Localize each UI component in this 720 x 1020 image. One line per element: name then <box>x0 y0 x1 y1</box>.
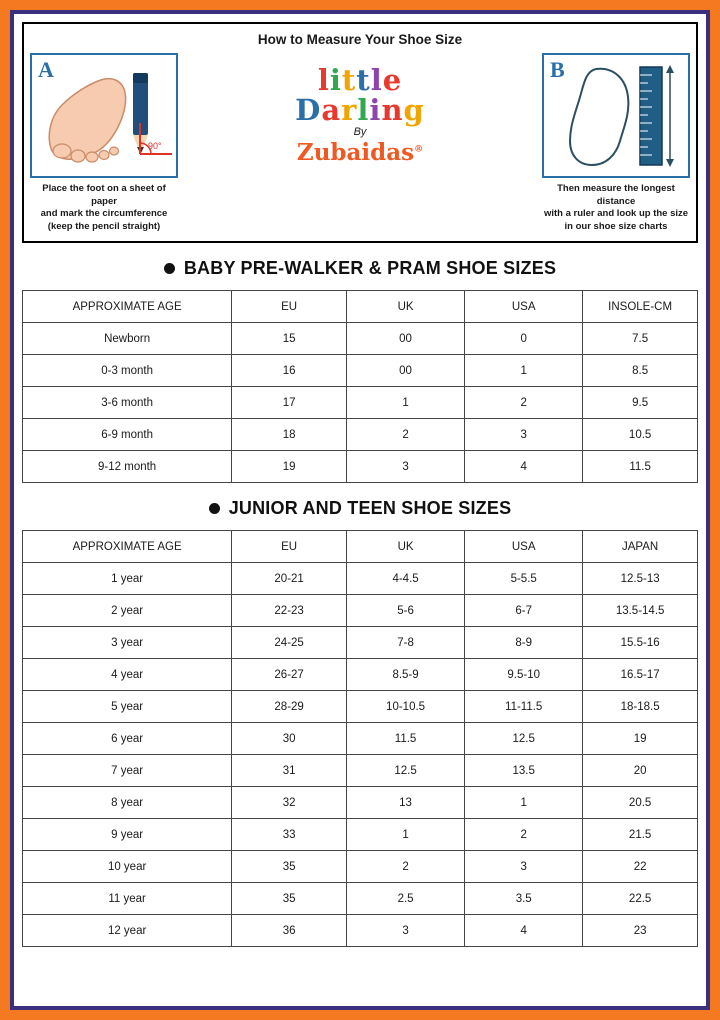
cell-age: 1 year <box>23 563 232 595</box>
cell-eu: 30 <box>232 723 347 755</box>
cell-eu: 15 <box>232 323 347 355</box>
cell-eu: 17 <box>232 387 347 419</box>
table-row <box>23 563 698 595</box>
bullet-dot-icon <box>209 503 220 514</box>
cell-eu: 22-23 <box>232 595 347 627</box>
cell-japan: 22 <box>583 851 698 883</box>
cell-eu: 33 <box>232 819 347 851</box>
column-header-eu: EU <box>232 531 347 563</box>
cell-age: 8 year <box>23 787 232 819</box>
foot-outline-with-ruler-illustration <box>544 55 688 176</box>
cell-eu: 18 <box>232 419 347 451</box>
table-header-row <box>23 291 698 323</box>
logo-word-little: little <box>317 63 403 97</box>
column-header-age: APPROXIMATE AGE <box>23 531 232 563</box>
cell-insole: 7.5 <box>583 323 698 355</box>
table-row <box>23 355 698 387</box>
cell-eu: 35 <box>232 883 347 915</box>
junior-size-table <box>22 530 698 947</box>
cell-uk: 10-10.5 <box>347 691 465 723</box>
cell-age: 4 year <box>23 659 232 691</box>
cell-uk: 1 <box>347 819 465 851</box>
cell-uk: 2.5 <box>347 883 465 915</box>
cell-age: 11 year <box>23 883 232 915</box>
table-row <box>23 451 698 483</box>
cell-usa: 3 <box>465 419 583 451</box>
cell-usa: 9.5-10 <box>465 659 583 691</box>
panel-b-caption-line2: with a ruler and look up the size <box>543 208 689 220</box>
cell-usa: 1 <box>465 355 583 387</box>
cell-age: 5 year <box>23 691 232 723</box>
table-row <box>23 387 698 419</box>
panel-b-caption-line1: Then measure the longest distance <box>557 183 675 207</box>
logo-brand-name <box>184 139 536 166</box>
column-header-age: APPROXIMATE AGE <box>23 291 232 323</box>
cell-usa: 6-7 <box>465 595 583 627</box>
cell-eu: 36 <box>232 915 347 947</box>
cell-uk: 12.5 <box>347 755 465 787</box>
bullet-dot-icon <box>164 263 175 274</box>
cell-japan: 20.5 <box>583 787 698 819</box>
column-header-uk: UK <box>347 291 465 323</box>
cell-japan: 20 <box>583 755 698 787</box>
cell-age: 6-9 month <box>23 419 232 451</box>
cell-usa: 3.5 <box>465 883 583 915</box>
table-row <box>23 883 698 915</box>
cell-uk: 1 <box>347 387 465 419</box>
panel-b-caption-line3: in our shoe size charts <box>564 220 668 232</box>
table-row <box>23 787 698 819</box>
table-row <box>23 851 698 883</box>
panel-a-letter: A <box>38 57 54 82</box>
table-row <box>23 915 698 947</box>
cell-age: 12 year <box>23 915 232 947</box>
table-row <box>23 627 698 659</box>
cell-age: 10 year <box>23 851 232 883</box>
cell-uk: 13 <box>347 787 465 819</box>
cell-insole: 11.5 <box>583 451 698 483</box>
section-title-junior: JUNIOR AND TEEN SHOE SIZES <box>228 498 512 519</box>
section-heading-junior <box>14 498 706 519</box>
cell-usa: 8-9 <box>465 627 583 659</box>
table-row <box>23 755 698 787</box>
cell-age: 3 year <box>23 627 232 659</box>
cell-age: 9 year <box>23 819 232 851</box>
column-header-usa: USA <box>465 531 583 563</box>
cell-usa: 4 <box>465 451 583 483</box>
cell-uk: 7-8 <box>347 627 465 659</box>
panel-b-letter: B <box>550 57 565 82</box>
cell-uk: 5-6 <box>347 595 465 627</box>
table-row <box>23 595 698 627</box>
cell-usa: 1 <box>465 787 583 819</box>
cell-japan: 19 <box>583 723 698 755</box>
baby-size-table <box>22 290 698 483</box>
panel-a-caption-line2: and mark the circumference <box>40 208 168 220</box>
cell-usa: 2 <box>465 819 583 851</box>
cell-japan: 15.5-16 <box>583 627 698 659</box>
cell-uk: 11.5 <box>347 723 465 755</box>
cell-eu: 16 <box>232 355 347 387</box>
cell-insole: 8.5 <box>583 355 698 387</box>
section-title-baby: BABY PRE-WALKER & PRAM SHOE SIZES <box>183 258 557 279</box>
cell-japan: 18-18.5 <box>583 691 698 723</box>
column-header-uk: UK <box>347 531 465 563</box>
how-to-measure-title: How to Measure Your Shoe Size <box>257 32 463 47</box>
cell-japan: 16.5-17 <box>583 659 698 691</box>
column-header-eu: EU <box>232 291 347 323</box>
cell-age: 3-6 month <box>23 387 232 419</box>
cell-japan: 13.5-14.5 <box>583 595 698 627</box>
cell-usa: 13.5 <box>465 755 583 787</box>
cell-japan: 23 <box>583 915 698 947</box>
how-to-measure-row <box>30 53 690 233</box>
cell-uk: 00 <box>347 355 465 387</box>
cell-japan: 21.5 <box>583 819 698 851</box>
svg-text:90°: 90° <box>148 141 162 151</box>
cell-usa: 12.5 <box>465 723 583 755</box>
panel-a-caption-line3: (keep the pencil straight) <box>47 220 161 232</box>
cell-usa: 3 <box>465 851 583 883</box>
logo-registered-mark: ® <box>414 144 424 155</box>
cell-usa: 4 <box>465 915 583 947</box>
table-header-row <box>23 531 698 563</box>
cell-age: 9-12 month <box>23 451 232 483</box>
cell-uk: 3 <box>347 915 465 947</box>
column-header-insole: INSOLE-CM <box>583 291 698 323</box>
section-heading-baby <box>14 258 706 279</box>
cell-eu: 28-29 <box>232 691 347 723</box>
cell-age: 0-3 month <box>23 355 232 387</box>
cell-eu: 31 <box>232 755 347 787</box>
table-row <box>23 819 698 851</box>
cell-age: 2 year <box>23 595 232 627</box>
panel-b <box>542 53 690 233</box>
cell-usa: 2 <box>465 387 583 419</box>
cell-eu: 32 <box>232 787 347 819</box>
cell-uk: 00 <box>347 323 465 355</box>
table-row <box>23 659 698 691</box>
cell-uk: 3 <box>347 451 465 483</box>
cell-uk: 8.5-9 <box>347 659 465 691</box>
table-row <box>23 723 698 755</box>
column-header-japan: JAPAN <box>583 531 698 563</box>
table-row <box>23 691 698 723</box>
cell-uk: 4-4.5 <box>347 563 465 595</box>
cell-eu: 35 <box>232 851 347 883</box>
panel-a-caption <box>30 183 178 233</box>
cell-usa: 11-11.5 <box>465 691 583 723</box>
table-row <box>23 419 698 451</box>
cell-eu: 26-27 <box>232 659 347 691</box>
cell-age: 7 year <box>23 755 232 787</box>
column-header-usa: USA <box>465 291 583 323</box>
panel-a-image <box>30 53 178 178</box>
cell-insole: 10.5 <box>583 419 698 451</box>
cell-usa: 0 <box>465 323 583 355</box>
cell-uk: 2 <box>347 851 465 883</box>
cell-japan: 12.5-13 <box>583 563 698 595</box>
page-content <box>14 14 706 1006</box>
cell-insole: 9.5 <box>583 387 698 419</box>
how-to-measure-box <box>22 22 698 243</box>
panel-b-image <box>542 53 690 178</box>
cell-eu: 20-21 <box>232 563 347 595</box>
panel-a-caption-line1: Place the foot on a sheet of paper <box>42 183 166 207</box>
cell-age: Newborn <box>23 323 232 355</box>
cell-usa: 5-5.5 <box>465 563 583 595</box>
logo-by-text: By <box>353 125 367 138</box>
logo-brand-text: Zubaidas <box>296 138 415 166</box>
cell-eu: 19 <box>232 451 347 483</box>
cell-uk: 2 <box>347 419 465 451</box>
table-row <box>23 323 698 355</box>
cell-eu: 24-25 <box>232 627 347 659</box>
cell-age: 6 year <box>23 723 232 755</box>
cell-japan: 22.5 <box>583 883 698 915</box>
logo-word-darling: Darling <box>295 92 425 127</box>
panel-a <box>30 53 178 233</box>
panel-b-caption <box>542 183 690 233</box>
brand-logo <box>184 53 536 166</box>
